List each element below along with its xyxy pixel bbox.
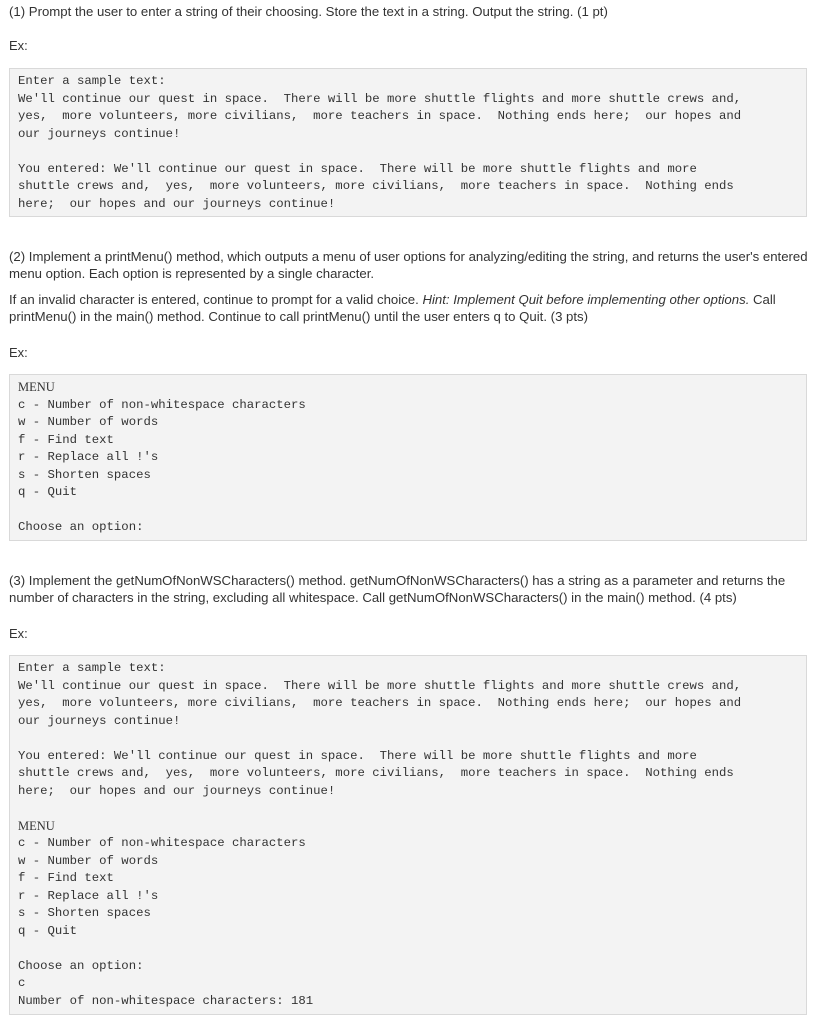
part2-instruction-b <box>9 291 809 325</box>
part1-instruction: (1) Prompt the user to enter a string of their choosing. Store the text in a string. Output the string. (1 pt) <box>9 4 608 19</box>
choose-option-prompt: Choose an option: <box>18 958 144 973</box>
part3-code-example <box>9 655 807 1015</box>
menu-item: c - Number of non-whitespace characters <box>18 836 306 850</box>
code-output-line: here; our hopes and our journeys continue! <box>18 783 336 798</box>
menu-item: s - Shorten spaces <box>18 906 151 920</box>
menu-item: q - Quit <box>18 923 78 938</box>
code-input-line: our journeys continue! <box>18 126 181 141</box>
code-input-line: yes, more volunteers, more civilians, more teachers in space. Nothing ends here; our hopes and <box>18 696 742 710</box>
result-output: Number of non-whitespace characters: 181 <box>18 993 314 1008</box>
menu-item: f - Find text <box>18 432 114 447</box>
code-input-line: We'll continue our quest in space. There will be more shuttle flights and more shuttle crews and, <box>18 91 742 106</box>
part2-ex-label: Ex: <box>9 345 28 360</box>
choose-option-prompt: Choose an option: <box>18 520 144 534</box>
menu-item: r - Replace all !'s <box>18 888 159 903</box>
code-output-line: here; our hopes and our journeys continue! <box>18 196 336 211</box>
menu-title: MENU <box>18 818 55 833</box>
part3-ex-label: Ex: <box>9 626 28 641</box>
part2-instruction-b-text: If an invalid character is entered, continue to prompt for a valid choice. <box>9 292 423 307</box>
part2-instruction-a: (2) Implement a printMenu() method, which outputs a menu of user options for analyzing/editing the string, and returns the user's entered menu option. Each option is represented by a single character. <box>9 249 808 281</box>
menu-item: s - Shorten spaces <box>18 467 151 482</box>
menu-title: MENU <box>18 380 55 394</box>
part1-code-example <box>9 68 807 217</box>
part1-ex-label: Ex: <box>9 38 28 53</box>
menu-item: w - Number of words <box>18 853 159 868</box>
menu-item: c - Number of non-whitespace characters <box>18 397 306 412</box>
user-choice: c <box>18 976 26 990</box>
code-prompt: Enter a sample text: <box>18 74 166 88</box>
code-prompt: Enter a sample text: <box>18 661 166 675</box>
code-output-line: You entered: We'll continue our quest in space. There will be more shuttle flights and more <box>18 748 697 763</box>
part3-instruction: (3) Implement the getNumOfNonWSCharacters() method. getNumOfNonWSCharacters() has a string as a parameter and returns the number of characters in the string, excluding all whitespace. Call getNumOfNonWSCharacters() in the main() method. (4 pts) <box>9 573 786 605</box>
code-input-line: We'll continue our quest in space. There will be more shuttle flights and more shuttle crews and, <box>18 678 742 693</box>
menu-item: q - Quit <box>18 485 78 499</box>
code-input-line: yes, more volunteers, more civilians, more teachers in space. Nothing ends here; our hopes and <box>18 109 742 123</box>
code-output-line: shuttle crews and, yes, more volunteers, more civilians, more teachers in space. Nothing ends <box>18 766 734 780</box>
code-output-line: shuttle crews and, yes, more volunteers, more civilians, more teachers in space. Nothing ends <box>18 179 734 193</box>
part2-hint: Hint: Implement Quit before implementing other options. <box>422 292 750 307</box>
menu-item: w - Number of words <box>18 415 159 429</box>
code-output-line: You entered: We'll continue our quest in space. There will be more shuttle flights and more <box>18 161 697 176</box>
part2-instruction-b-text-end: Call printMenu() in the main() method. Continue to call printMenu() until the user enters q to Quit. (3 pts) <box>9 292 776 324</box>
part2-code-example <box>9 374 807 541</box>
code-input-line: our journeys continue! <box>18 713 181 728</box>
menu-item: f - Find text <box>18 871 114 885</box>
menu-item: r - Replace all !'s <box>18 450 159 464</box>
